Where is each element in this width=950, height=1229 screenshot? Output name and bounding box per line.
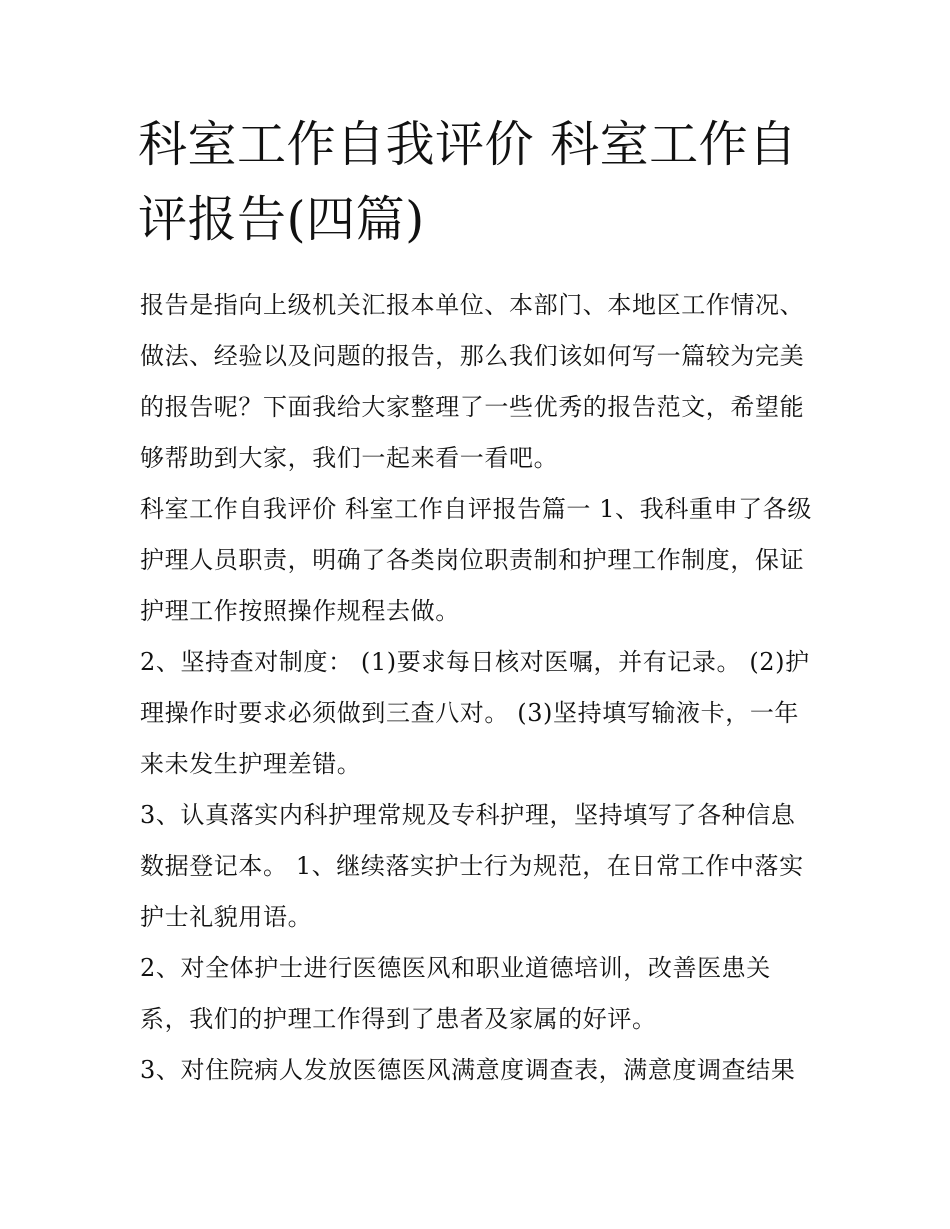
title-line-2: 评报告(四篇) <box>138 191 425 248</box>
body-line: 数据登记本。 1、继续落实护士行为规范，在日常工作中落实 <box>140 852 804 880</box>
document-body <box>140 280 830 1096</box>
body-line: 科室工作自我评价 科室工作自评报告篇一 1、我科重申了各级 <box>140 495 812 523</box>
body-line: 3、认真落实内科护理常规及专科护理，坚持填写了各种信息 <box>140 801 796 829</box>
body-line: 2、坚持查对制度： (1)要求每日核对医嘱，并有记录。 (2)护 <box>140 648 810 676</box>
body-line: 的报告呢？下面我给大家整理了一些优秀的报告范文，希望能 <box>140 393 805 421</box>
body-line: 护士礼貌用语。 <box>140 903 313 931</box>
body-line: 来未发生护理差错。 <box>140 750 362 778</box>
body-line: 够帮助到大家，我们一起来看一看吧。 <box>140 444 559 472</box>
body-line: 3、对住院病人发放医德医风满意度调查表，满意度调查结果 <box>140 1056 796 1084</box>
body-line: 2、对全体护士进行医德医风和职业道德培训，改善医患关 <box>140 954 771 982</box>
body-line: 系，我们的护理工作得到了患者及家属的好评。 <box>140 1005 657 1033</box>
body-line: 报告是指向上级机关汇报本单位、本部门、本地区工作情况、 <box>140 291 805 319</box>
body-line: 护理人员职责，明确了各类岗位职责制和护理工作制度，保证 <box>140 546 805 574</box>
title-line-1: 科室工作自我评价 科室工作自 <box>138 116 798 173</box>
body-line: 理操作时要求必须做到三查八对。 (3)坚持填写输液卡，一年 <box>140 699 800 727</box>
body-line: 护理工作按照操作规程去做。 <box>140 597 460 625</box>
document-title <box>138 116 818 266</box>
body-line: 做法、经验以及问题的报告，那么我们该如何写一篇较为完美 <box>140 342 805 370</box>
